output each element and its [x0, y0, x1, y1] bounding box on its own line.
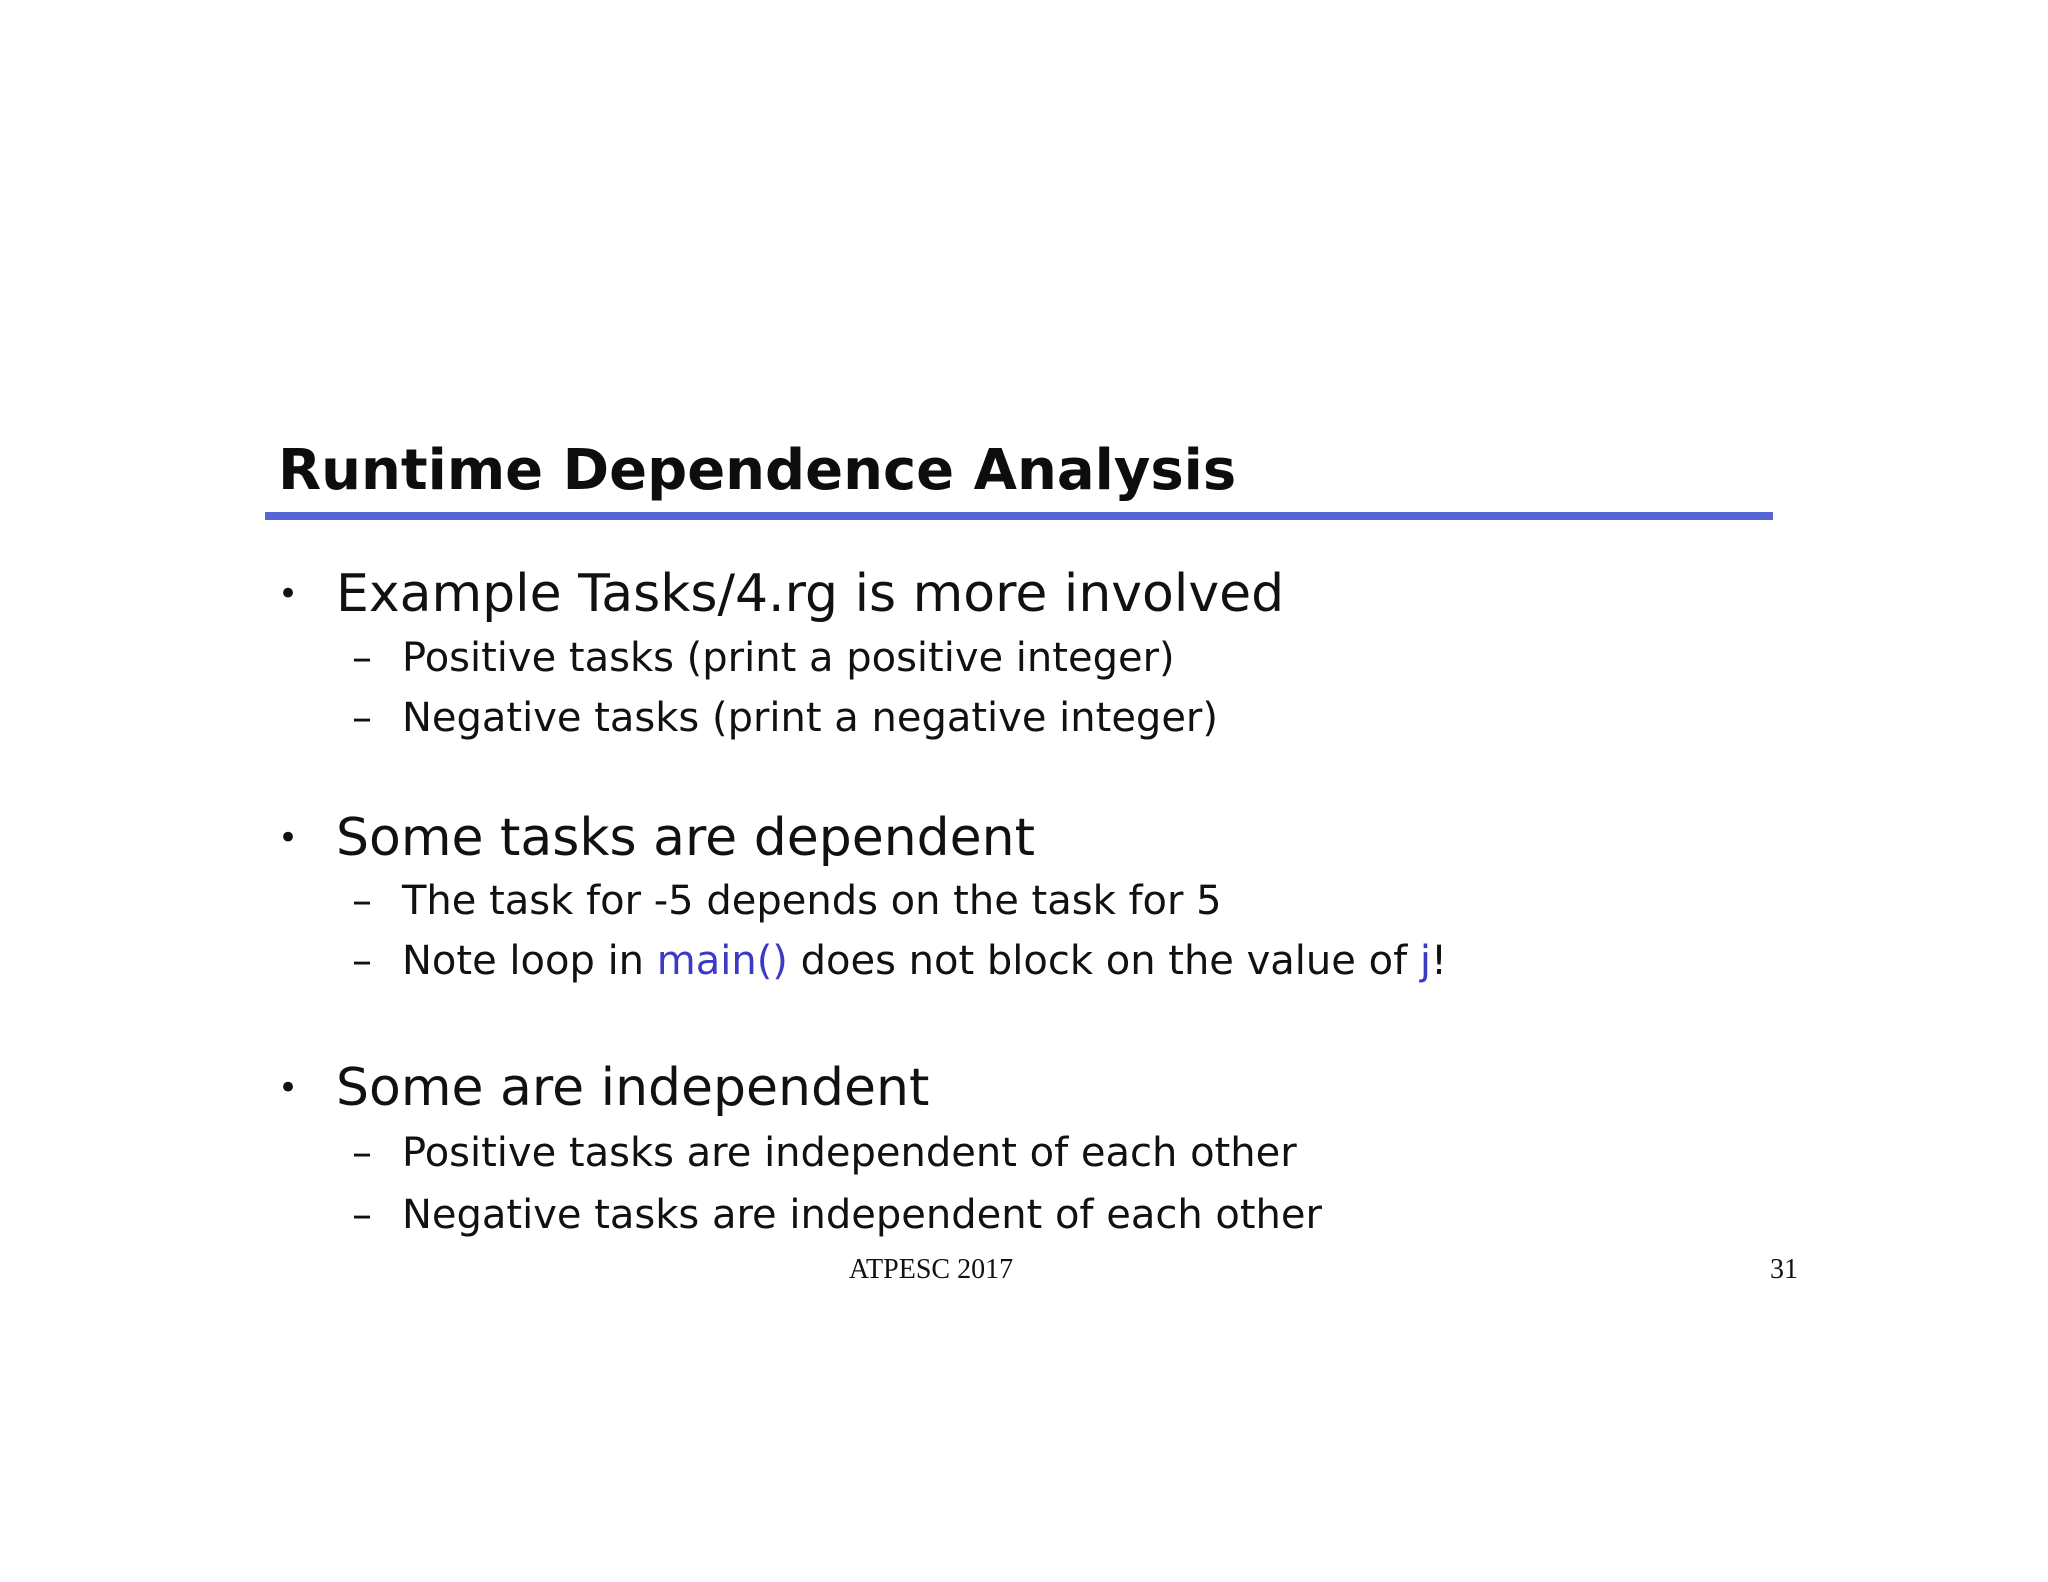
sub-bullet-item	[352, 935, 1447, 987]
sub-bullet-text: The task for -5 depends on the task for 5	[402, 878, 1222, 924]
title-underline	[265, 512, 1773, 520]
code-j: j	[1419, 938, 1431, 984]
footer-conference: ATPESC 2017	[848, 1254, 1014, 1285]
sub-bullet-dash: –	[352, 878, 372, 924]
bullet-text: Some tasks are dependent	[336, 808, 1036, 868]
bullet-item	[278, 562, 1284, 626]
bullet-item	[278, 806, 1035, 870]
bullet-dot: •	[278, 818, 299, 858]
code-main: main()	[656, 938, 788, 984]
sub-bullet-item	[352, 1127, 1297, 1179]
bullet-dot: •	[278, 574, 299, 614]
sub-bullet-text: Positive tasks (print a positive integer)	[402, 635, 1175, 681]
sub-bullet-dash: –	[352, 635, 372, 681]
sub-bullet-text-mid: does not block on the value of	[787, 938, 1420, 984]
sub-bullet-dash: –	[352, 1192, 372, 1238]
sub-bullet-text: Negative tasks are independent of each other	[402, 1192, 1322, 1238]
sub-bullet-text-post: !	[1430, 938, 1448, 984]
sub-bullet-text: Negative tasks (print a negative integer)	[402, 695, 1218, 741]
sub-bullet-item	[352, 875, 1222, 927]
sub-bullet-text-pre: Note loop in	[402, 938, 657, 984]
slide-title: Runtime Dependence Analysis	[278, 438, 1237, 503]
sub-bullet-item	[352, 632, 1175, 684]
sub-bullet-item	[352, 1189, 1322, 1241]
page-number: 31	[1770, 1254, 1798, 1285]
sub-bullet-text: Positive tasks are independent of each other	[402, 1130, 1297, 1176]
bullet-dot: •	[278, 1068, 299, 1108]
bullet-text: Some are independent	[336, 1058, 930, 1118]
sub-bullet-dash: –	[352, 1130, 372, 1176]
sub-bullet-dash: –	[352, 938, 372, 984]
bullet-text: Example Tasks/4.rg is more involved	[336, 564, 1285, 624]
sub-bullet-item	[352, 692, 1218, 744]
sub-bullet-dash: –	[352, 695, 372, 741]
bullet-item	[278, 1056, 929, 1120]
